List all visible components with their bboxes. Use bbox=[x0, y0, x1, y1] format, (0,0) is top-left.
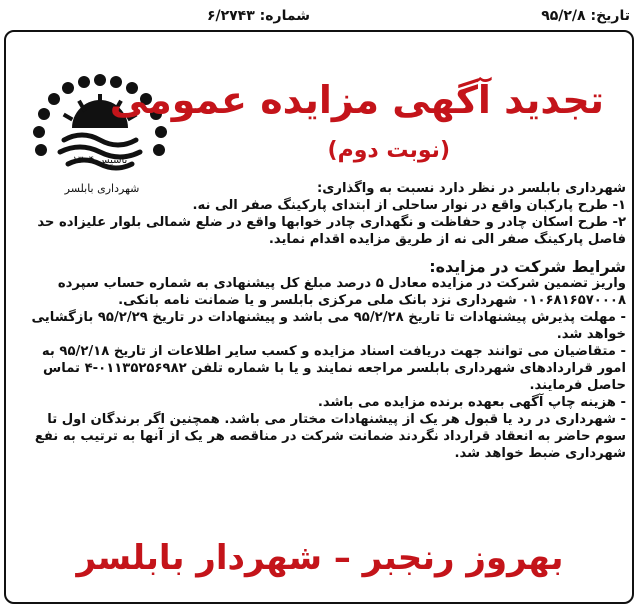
logo-founded-text: تاسیس ۱۳۰۴ bbox=[72, 155, 128, 166]
intro-text: شهرداری بابلسر در نظر دارد نسبت به واگذاری: bbox=[317, 181, 626, 196]
notice-subtitle: (نوبت دوم) bbox=[327, 138, 450, 163]
logo-dot bbox=[33, 126, 45, 138]
header-row bbox=[0, 0, 640, 30]
condition-5: - شهرداری در رد یا قبول هر یک از پیشنهادات مختار می باشد. همچنین اگر برندگان اول تا سوم حاضر به انعقاد قرارداد نگردند ضمانت شرکت در مناقصه هر یک از آنها به ترتیب به نفع شهرداری ضبط خواهد شد. bbox=[34, 412, 626, 461]
logo-dot bbox=[78, 76, 90, 88]
logo-dot bbox=[155, 126, 167, 138]
logo-dot bbox=[38, 108, 50, 120]
item-2: ۲- طرح اسکان چادر و حفاظت و نگهداری چادر خوابها واقع در ضلع شمالی بلوار علیزاده حد فاصل پارکینگ صفر الی نه از طریق مزایده اقدام نماید. bbox=[37, 215, 626, 247]
signature: بهروز رنجبر – شهردار بابلسر bbox=[76, 538, 564, 578]
logo-dot bbox=[94, 74, 106, 86]
logo-dot bbox=[48, 93, 60, 105]
conditions-title: شرایط شرکت در مزایده: bbox=[429, 257, 626, 276]
condition-4: - هزینه چاپ آگهی بعهده برنده مزایده می باشد. bbox=[317, 395, 626, 410]
condition-2: - مهلت پذیرش پیشنهادات تا تاریخ ۹۵/۲/۲۸ می باشد و پیشنهادات در تاریخ ۹۵/۲/۲۹ بازگشایی خواهد شد. bbox=[31, 310, 626, 342]
notice-number: شماره: ۶/۲۷۴۳ bbox=[206, 8, 310, 24]
notice-title: تجدید آگهی مزایده عمومی bbox=[109, 78, 604, 122]
notice-date: تاریخ: ۹۵/۲/۸ bbox=[541, 8, 630, 24]
logo-name-text: شهرداری بابلسر bbox=[64, 182, 140, 195]
condition-3: - متقاضیان می توانند جهت دریافت اسناد مزایده و کسب سایر اطلاعات از تاریخ ۹۵/۲/۱۸ به امور قراردادهای شهرداری بابلسر مراجعه نمایند و یا با شماره تلفن ۰۱۱۳۵۲۵۶۹۸۲-۴ تماس حاصل فرمایند. bbox=[41, 344, 626, 393]
item-1: ۱- طرح پارکبان واقع در نوار ساحلی از ابتدای پارکینگ صفر الی نه. bbox=[192, 198, 626, 213]
logo-dot bbox=[62, 82, 74, 94]
condition-1: واریز تضمین شرکت در مزایده معادل ۵ درصد مبلغ کل پیشنهادی به شماره حساب سپرده ۰۱۰۶۸۱۶۵۷۰۰۰۸ شهرداری نزد بانک ملی مرکزی بابلسر و یا ضمانت نامه بانکی. bbox=[57, 276, 626, 308]
notice-body bbox=[16, 180, 626, 462]
logo-dot bbox=[153, 144, 165, 156]
logo-dot bbox=[35, 144, 47, 156]
